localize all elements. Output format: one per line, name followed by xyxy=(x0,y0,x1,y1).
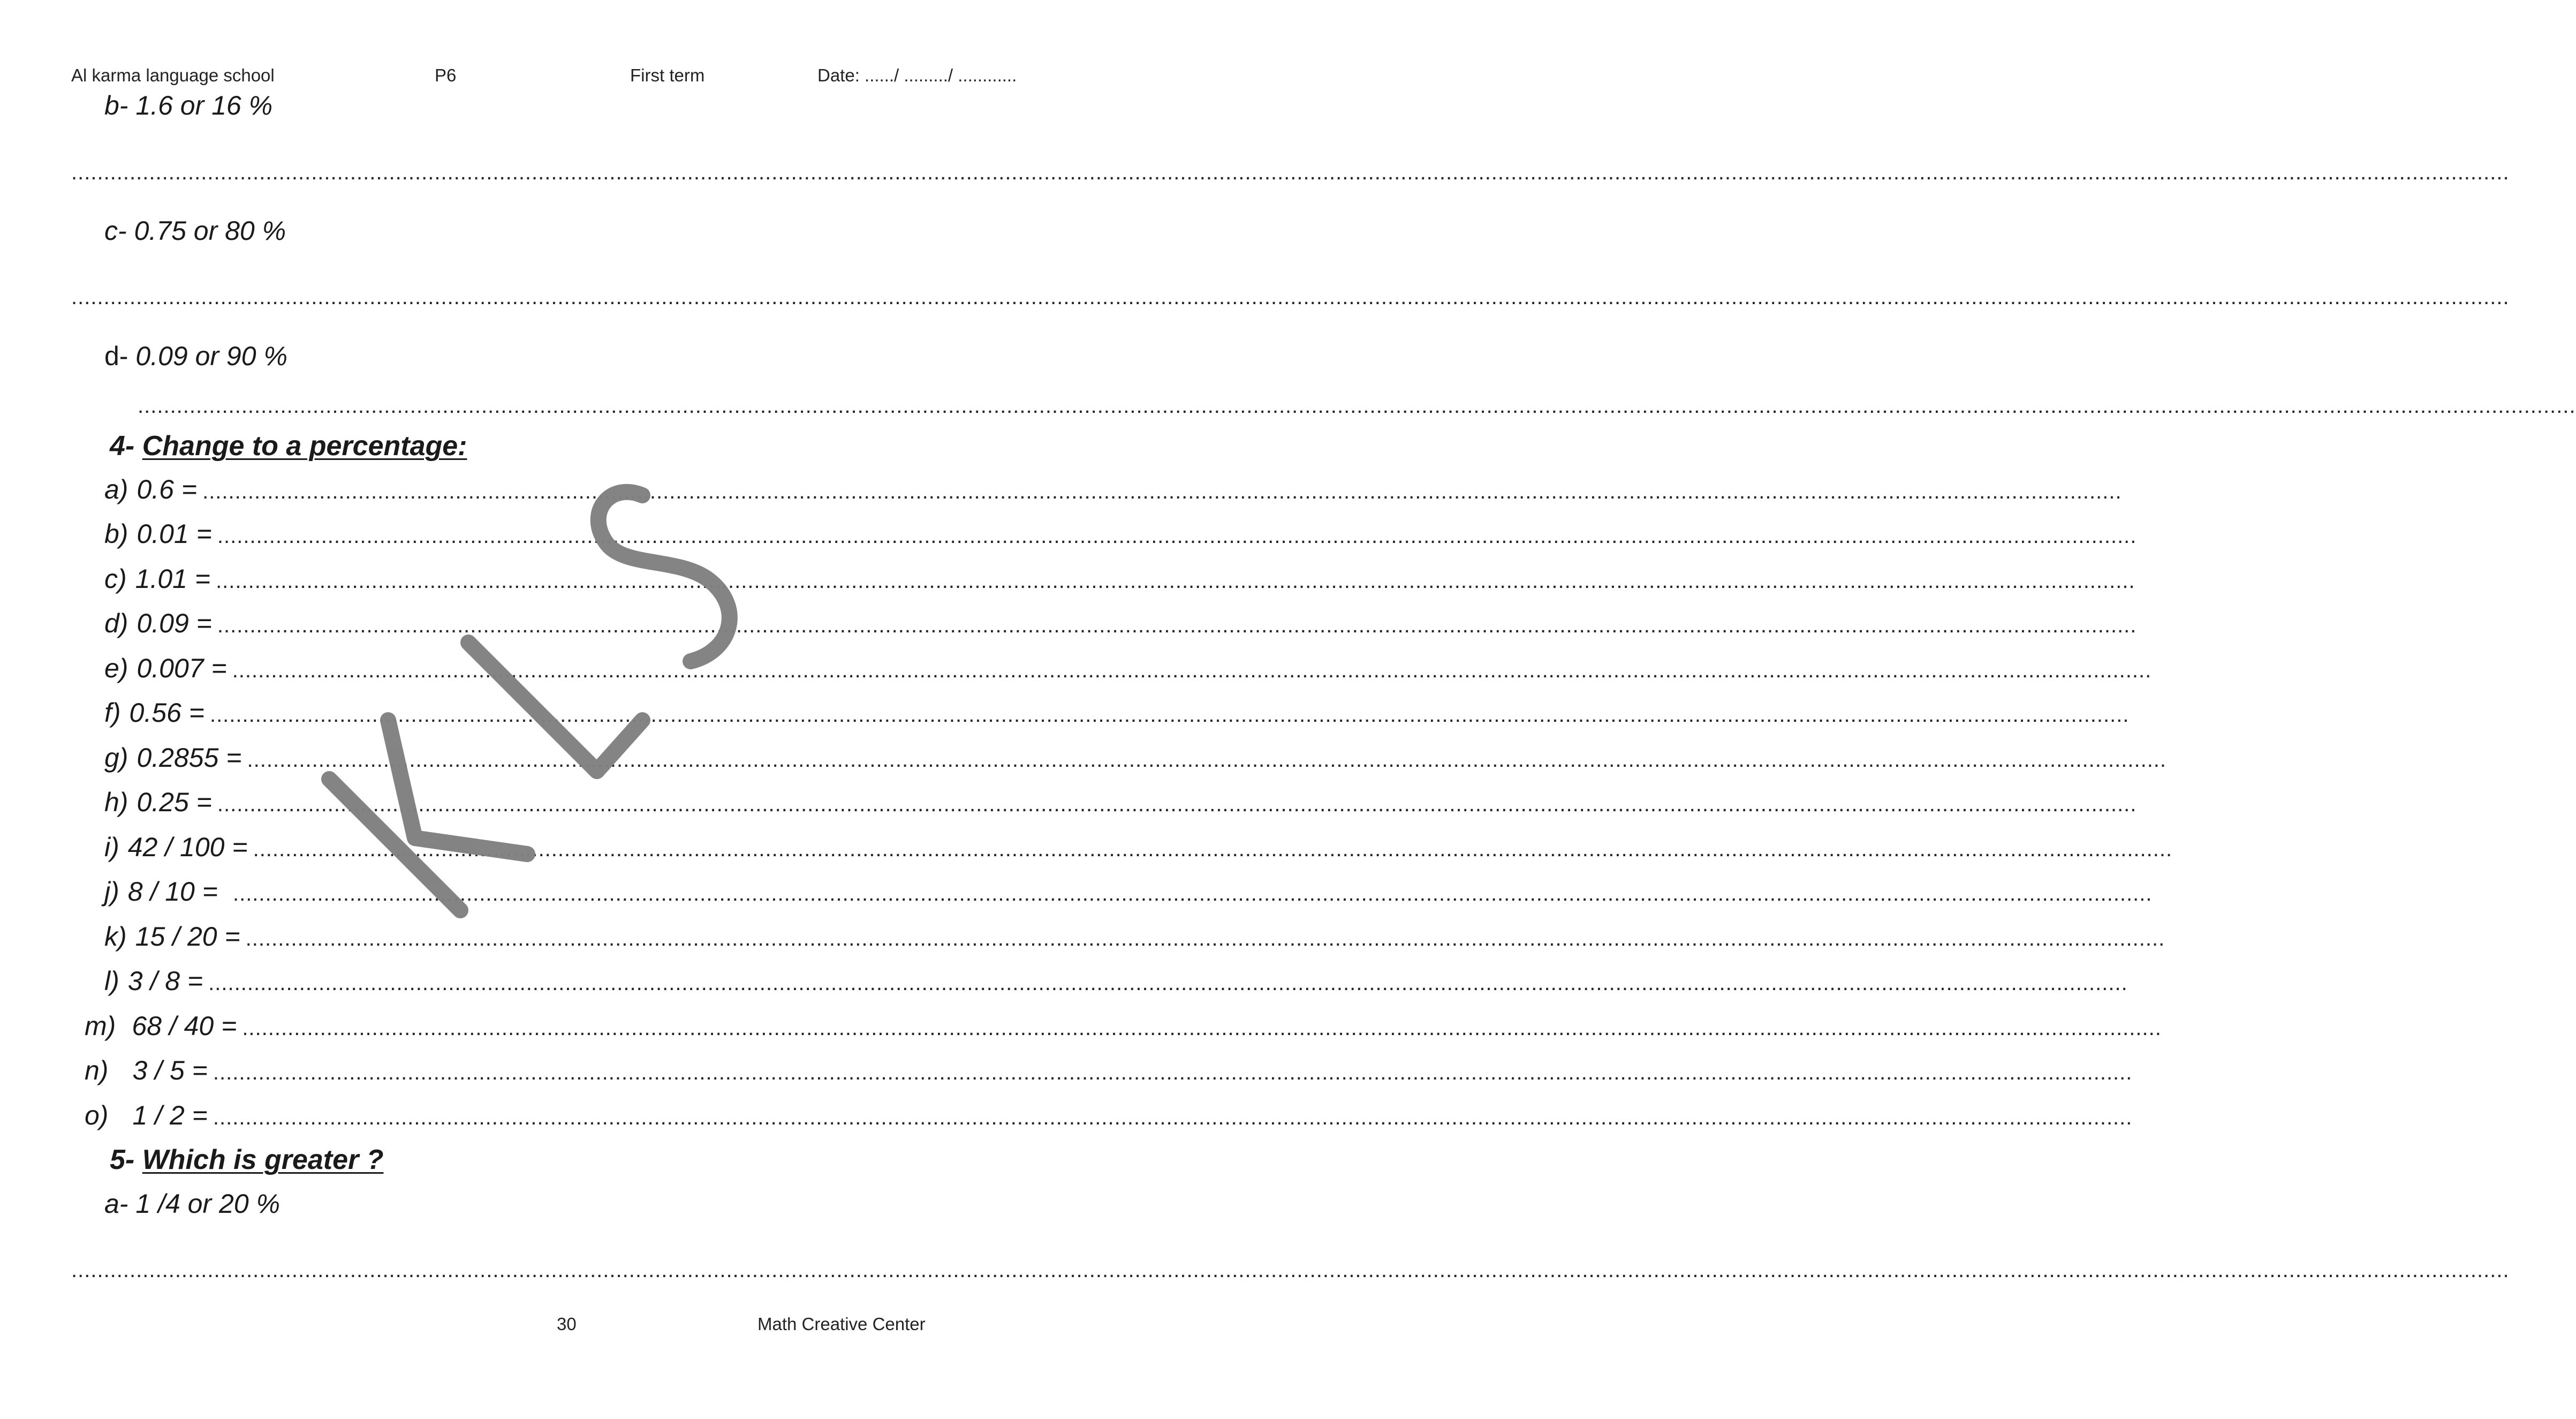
school-name: Al karma language school xyxy=(71,65,275,85)
answer-line[interactable]: ........................................................................................................................................................................................................................................................................................................ xyxy=(217,614,2137,637)
item-label: f) xyxy=(104,698,121,728)
exercise-item-i xyxy=(104,832,2173,869)
grade-label: P6 xyxy=(435,65,457,85)
exercise-item-d xyxy=(104,608,2137,645)
answer-line[interactable]: ........................................................................................................................................................................................................................................................................................................ xyxy=(209,703,2130,727)
section-5-heading xyxy=(110,1144,383,1176)
item-label: a- xyxy=(104,1189,128,1219)
item-label: m) xyxy=(85,1011,116,1041)
term-label: First term xyxy=(630,65,705,85)
section-number: 5- xyxy=(110,1144,135,1175)
answer-line[interactable]: ........................................................................................................................................................................................................................................................................................................ xyxy=(247,748,2167,772)
answer-line[interactable]: ........................................................................................................................................................................................................................................................................................................................................................................................ xyxy=(138,394,2576,418)
item-expression: 0.007 = xyxy=(137,653,227,683)
item-label: o) xyxy=(85,1100,109,1130)
answer-line[interactable]: ........................................................................................................................................................................................................................................................................................................ xyxy=(213,1061,2133,1084)
item-expression: 0.01 = xyxy=(137,519,212,549)
page-number: 30 xyxy=(557,1314,577,1334)
item-expression: 0.2855 = xyxy=(137,743,242,773)
answer-line[interactable]: ........................................................................................................................................................................................................................................................................................................ xyxy=(217,524,2137,548)
item-label: j) xyxy=(104,877,119,907)
item-expression: 0.6 = xyxy=(137,474,198,504)
item-label: g) xyxy=(104,743,128,773)
item-label: e) xyxy=(104,653,128,683)
answer-line[interactable]: ........................................................................................................................................................................................................................................................................................................ xyxy=(253,837,2173,861)
item-label: k) xyxy=(104,922,127,952)
exercise-item-o xyxy=(85,1100,2133,1137)
item-expression: 68 / 40 = xyxy=(132,1011,237,1041)
item-expression: 0.09 = xyxy=(137,608,212,638)
item-text: 0.75 or 80 % xyxy=(134,216,286,246)
exercise-item-j xyxy=(104,876,2153,914)
item-expression: 3 / 5 = xyxy=(132,1055,208,1085)
item-label: c) xyxy=(104,564,127,594)
item-expression: 0.56 = xyxy=(129,698,204,728)
answer-line[interactable]: ........................................................................................................................................................................................................................................................................................................................................................................................ xyxy=(71,1258,2510,1282)
item-label: b) xyxy=(104,519,128,549)
section-title: Which is greater ? xyxy=(142,1144,384,1175)
prev-item-c xyxy=(104,215,286,246)
answer-line[interactable]: ........................................................................................................................................................................................................................................................................................................ xyxy=(232,882,2153,905)
item-label: l) xyxy=(104,966,119,996)
section-4-heading xyxy=(110,430,467,462)
answer-line[interactable]: ........................................................................................................................................................................................................................................................................................................ xyxy=(213,1106,2133,1129)
item-label: c- xyxy=(104,216,127,246)
item-label: d- xyxy=(104,341,128,371)
exercise-item-b xyxy=(104,518,2137,556)
prev-item-d xyxy=(104,341,287,372)
item-expression: 3 / 8 = xyxy=(127,966,203,996)
exercise-item-g xyxy=(104,742,2167,780)
item-label: n) xyxy=(85,1055,109,1085)
date-field: Date: ....../ ........./ ............ xyxy=(817,65,1017,85)
exercise-item-n xyxy=(85,1055,2133,1092)
exercise-item-e xyxy=(104,653,2152,690)
exercise-item-f xyxy=(104,697,2130,735)
item-text: 1.6 or 16 % xyxy=(135,90,273,120)
item-label: i) xyxy=(104,832,119,862)
section-number: 4- xyxy=(110,431,135,462)
section-title: Change to a percentage: xyxy=(142,431,467,462)
item-label: d) xyxy=(104,608,128,638)
item-label: b- xyxy=(104,90,128,120)
item-expression: 0.25 = xyxy=(137,787,212,817)
item-expression: 42 / 100 = xyxy=(127,832,248,862)
item-expression: 1 / 2 = xyxy=(132,1100,208,1130)
answer-line[interactable]: ........................................................................................................................................................................................................................................................................................................ xyxy=(216,569,2135,593)
publisher-name: Math Creative Center xyxy=(757,1314,926,1334)
exercise-item-m xyxy=(85,1010,2162,1048)
exercise-item-a xyxy=(104,474,2122,511)
answer-line[interactable]: ........................................................................................................................................................................................................................................................................................................ xyxy=(217,792,2137,816)
exercise-item-k xyxy=(104,921,2165,958)
answer-line[interactable]: ........................................................................................................................................................................................................................................................................................................................................................................................ xyxy=(71,161,2510,184)
answer-line[interactable]: ........................................................................................................................................................................................................................................................................................................ xyxy=(242,1016,2162,1040)
prev-item-b xyxy=(104,90,272,121)
item-text: 0.09 or 90 % xyxy=(135,341,287,371)
item-expression: 15 / 20 = xyxy=(135,922,240,952)
item-text: 1 /4 or 20 % xyxy=(135,1189,280,1219)
exercise-item-h xyxy=(104,787,2137,824)
answer-line[interactable]: ........................................................................................................................................................................................................................................................................................................ xyxy=(232,659,2152,682)
answer-line[interactable]: ........................................................................................................................................................................................................................................................................................................ xyxy=(208,971,2128,995)
exercise-item-c xyxy=(104,563,2135,601)
item-expression: 8 / 10 = xyxy=(127,877,218,907)
answer-line[interactable]: ........................................................................................................................................................................................................................................................................................................ xyxy=(202,480,2122,503)
item-label: h) xyxy=(104,787,128,817)
answer-line[interactable]: ........................................................................................................................................................................................................................................................................................................................................................................................ xyxy=(71,285,2510,309)
item-label: a) xyxy=(104,474,128,504)
exercise-item-l xyxy=(104,965,2128,1003)
answer-line[interactable]: ........................................................................................................................................................................................................................................................................................................ xyxy=(245,927,2165,950)
section-5-item-a xyxy=(104,1188,280,1219)
item-expression: 1.01 = xyxy=(135,564,211,594)
